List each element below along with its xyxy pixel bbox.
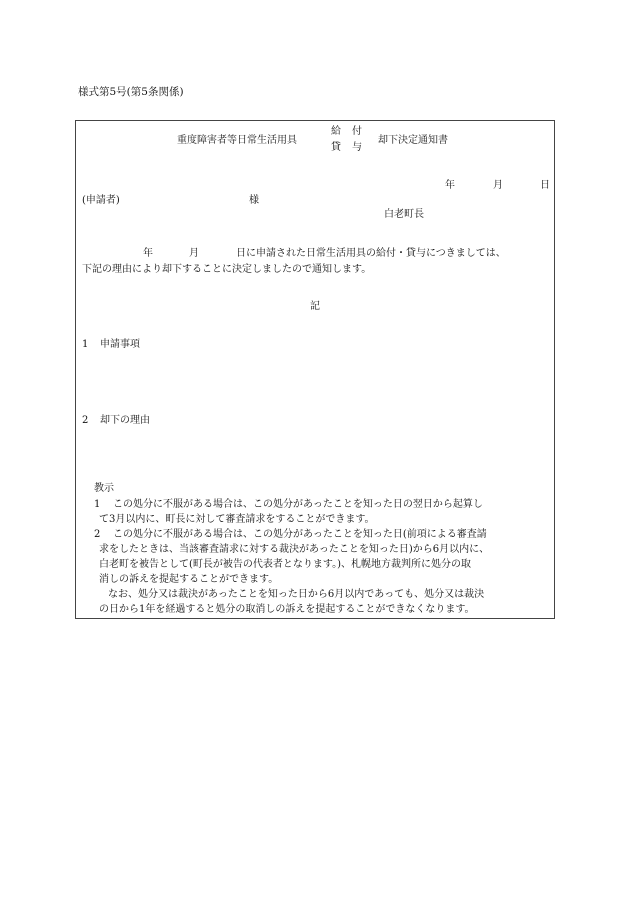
issuer-name: 白老町長 (384, 209, 424, 220)
title-stack-kyu: 給 (331, 126, 341, 137)
body-year: 年 (143, 248, 153, 259)
section-2-label: 却下の理由 (100, 415, 150, 426)
instruction-item-1-line-2: て3月以内に、町長に対して審査請求をすることができます。 (99, 514, 375, 525)
title-left: 重度障害者等日常生活用具 (177, 135, 297, 146)
body-month: 月 (189, 248, 199, 259)
instruction-item-2-number: 2 (94, 529, 101, 540)
body-line-2: 下記の理由により却下することに決定しましたので通知します。 (82, 264, 372, 275)
instruction-item-2-line-3: 白老町を被告として(町長が被告の代表者となります。)、札幌地方裁判所に処分の取 (99, 559, 472, 570)
instruction-note-line-2: の日から1年を経過すると処分の取消しの訴えを提起することができなくなります。 (99, 604, 475, 615)
form-number-label: 様式第5号(第5条関係) (78, 86, 184, 98)
instruction-item-1-line-1: この処分に不服がある場合は、この処分があったことを知った日の翌日から起算し (113, 499, 483, 510)
instruction-heading: 教示 (94, 483, 114, 494)
section-1-number: 1 (82, 339, 89, 350)
section-1-label: 申請事項 (100, 339, 140, 350)
title-stack-yo: 与 (352, 142, 362, 153)
section-2-number: 2 (82, 415, 89, 426)
title-stack-tai: 貸 (331, 142, 341, 153)
body-line-1: 日に申請された日常生活用具の給付・貸与につきましては、 (236, 248, 506, 259)
instruction-item-2-line-4: 消しの訴えを提起することができます。 (99, 574, 279, 585)
date-day: 日 (540, 180, 550, 191)
instruction-note-line-1: なお、処分又は裁決があったことを知った日から6月以内であっても、処分又は裁決 (108, 589, 485, 600)
instruction-item-1-number: 1 (94, 499, 101, 510)
honorific-sama: 様 (249, 195, 259, 206)
date-year: 年 (445, 180, 455, 191)
instruction-item-2-line-2: 求をしたときは、当該審査請求に対する裁決があったことを知った日)から6月以内に、 (99, 544, 490, 555)
applicant-label: (申請者) (82, 195, 120, 206)
title-right: 却下決定通知書 (378, 135, 448, 146)
date-month: 月 (493, 180, 503, 191)
instruction-item-2-line-1: この処分に不服がある場合は、この処分があったことを知った日(前項による審査請 (113, 529, 487, 540)
title-stack-fu: 付 (352, 126, 362, 137)
ki-heading: 記 (310, 301, 320, 312)
